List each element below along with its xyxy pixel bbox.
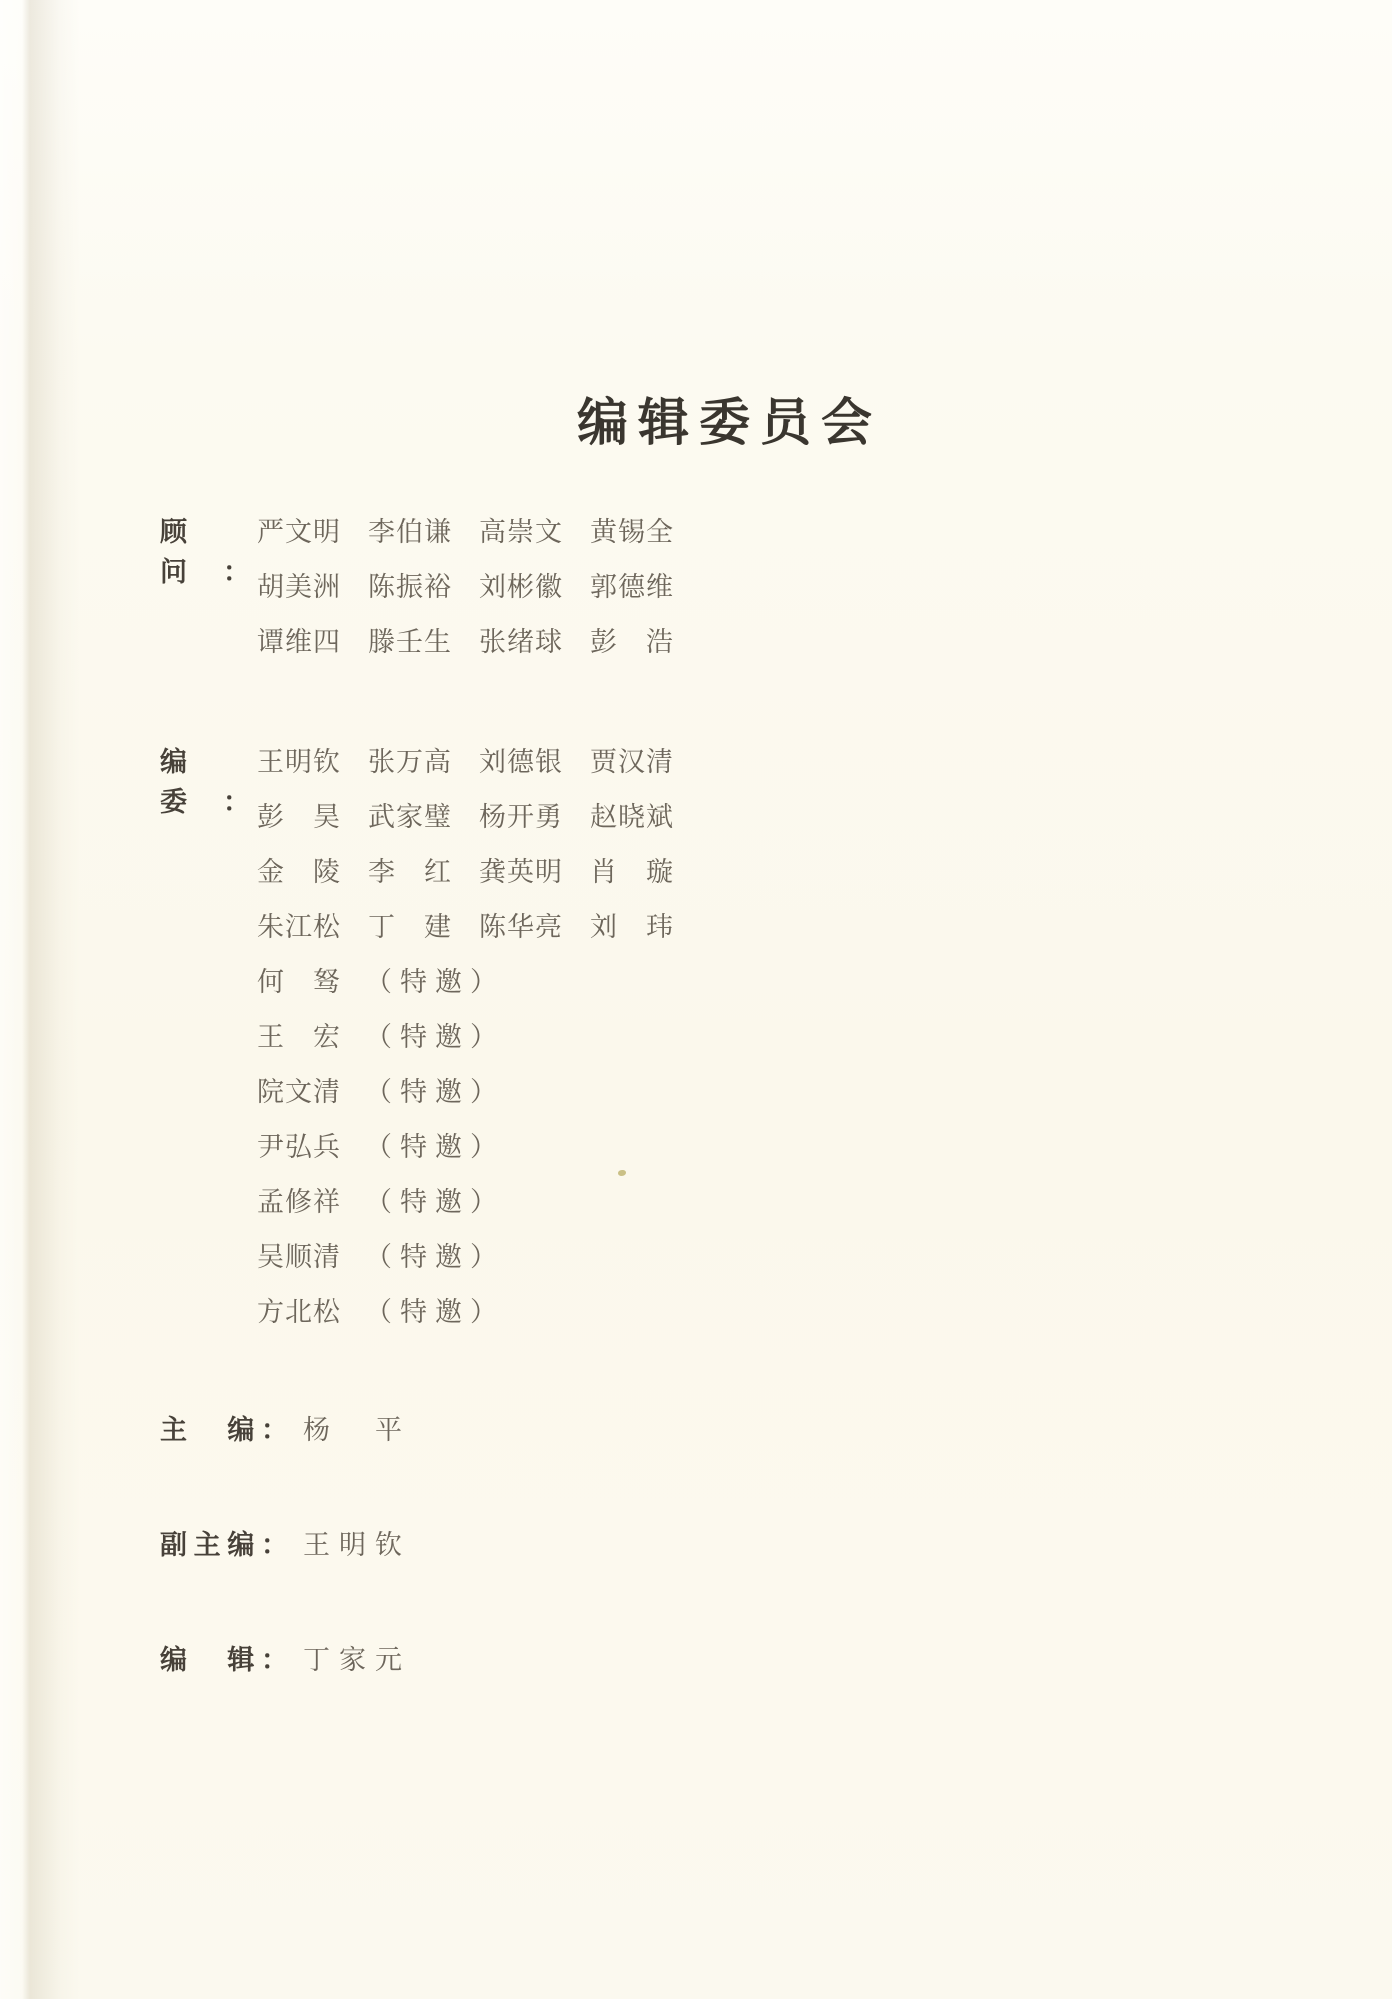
member-name: 陈振裕 xyxy=(368,572,452,602)
member-cell xyxy=(257,962,505,1002)
member-row xyxy=(303,1525,780,1580)
member-name: 刘 玮 xyxy=(590,912,674,942)
member-row xyxy=(257,622,780,677)
member-cell xyxy=(257,1182,505,1222)
member-row xyxy=(257,1017,780,1072)
invited-tag: （特邀） xyxy=(365,1132,505,1162)
member-row xyxy=(257,852,780,907)
member-name: 尹弘兵 xyxy=(257,1132,341,1162)
member-name: 院文清 xyxy=(257,1077,341,1107)
member-name: 吴顺清 xyxy=(257,1242,341,1272)
section-deputy-chief-editor xyxy=(160,1525,780,1580)
member-row xyxy=(257,512,780,567)
member-row xyxy=(257,1237,780,1292)
member-name: 丁家元 xyxy=(303,1645,411,1675)
member-name: 赵晓斌 xyxy=(590,802,674,832)
member-name: 武家璧 xyxy=(368,802,452,832)
section-label: 编 辑： xyxy=(160,1645,288,1675)
member-name: 张绪球 xyxy=(479,627,563,657)
page-title: 编辑委员会 xyxy=(577,396,883,452)
section-label: 顾 问： xyxy=(160,517,250,587)
member-name: 高崇文 xyxy=(479,517,563,547)
member-row xyxy=(257,1182,780,1237)
section-editor xyxy=(160,1640,780,1695)
member-name: 朱江松 xyxy=(257,912,341,942)
page-gutter-shadow xyxy=(0,0,80,1999)
member-name: 李伯谦 xyxy=(368,517,452,547)
member-rows xyxy=(160,512,780,677)
member-name: 孟修祥 xyxy=(257,1187,341,1217)
invited-tag: （特邀） xyxy=(365,1242,505,1272)
member-name: 王 宏 xyxy=(257,1022,341,1052)
section-editorial-board xyxy=(160,742,780,1347)
member-name: 杨开勇 xyxy=(479,802,563,832)
member-cell xyxy=(257,1292,505,1332)
member-name: 黄锡全 xyxy=(590,517,674,547)
member-name: 方北松 xyxy=(257,1297,341,1327)
member-name: 彭 浩 xyxy=(590,627,674,657)
section-label: 主 编： xyxy=(160,1415,288,1445)
invited-tag: （特邀） xyxy=(365,1297,505,1327)
member-name: 谭维四 xyxy=(257,627,341,657)
member-row xyxy=(257,742,780,797)
member-row xyxy=(257,567,780,622)
member-cell xyxy=(257,1237,505,1277)
member-row xyxy=(303,1410,780,1465)
section-advisors xyxy=(160,512,780,677)
member-name: 刘德银 xyxy=(479,747,563,777)
member-cell xyxy=(257,1017,505,1057)
member-row xyxy=(257,907,780,962)
invited-tag: （特邀） xyxy=(365,1187,505,1217)
member-name: 王明钦 xyxy=(303,1530,411,1560)
member-name: 彭 昊 xyxy=(257,802,341,832)
member-row xyxy=(257,797,780,852)
member-name: 王明钦 xyxy=(257,747,341,777)
member-rows xyxy=(160,742,780,1347)
member-cell xyxy=(257,1127,505,1167)
member-name: 张万高 xyxy=(368,747,452,777)
member-row xyxy=(257,962,780,1017)
invited-tag: （特邀） xyxy=(365,1077,505,1107)
member-name: 李 红 xyxy=(368,857,452,887)
member-name: 严文明 xyxy=(257,517,341,547)
member-name: 龚英明 xyxy=(479,857,563,887)
member-name: 滕壬生 xyxy=(368,627,452,657)
member-cell xyxy=(257,1072,505,1112)
invited-tag: （特邀） xyxy=(365,967,505,997)
section-label: 编 委： xyxy=(160,747,250,817)
section-label: 副主编： xyxy=(160,1530,288,1560)
member-name: 陈华亮 xyxy=(479,912,563,942)
member-row xyxy=(257,1292,780,1347)
member-row xyxy=(303,1640,780,1695)
member-name: 何 驽 xyxy=(257,967,341,997)
member-name: 丁 建 xyxy=(368,912,452,942)
member-name: 刘彬徽 xyxy=(479,572,563,602)
invited-tag: （特邀） xyxy=(365,1022,505,1052)
member-name: 郭德维 xyxy=(590,572,674,602)
member-name: 杨 平 xyxy=(303,1415,411,1445)
member-name: 金 陵 xyxy=(257,857,341,887)
member-row xyxy=(257,1127,780,1182)
member-name: 胡美洲 xyxy=(257,572,341,602)
section-chief-editor xyxy=(160,1410,780,1465)
member-name: 贾汉清 xyxy=(590,747,674,777)
member-name: 肖 璇 xyxy=(590,857,674,887)
member-row xyxy=(257,1072,780,1127)
